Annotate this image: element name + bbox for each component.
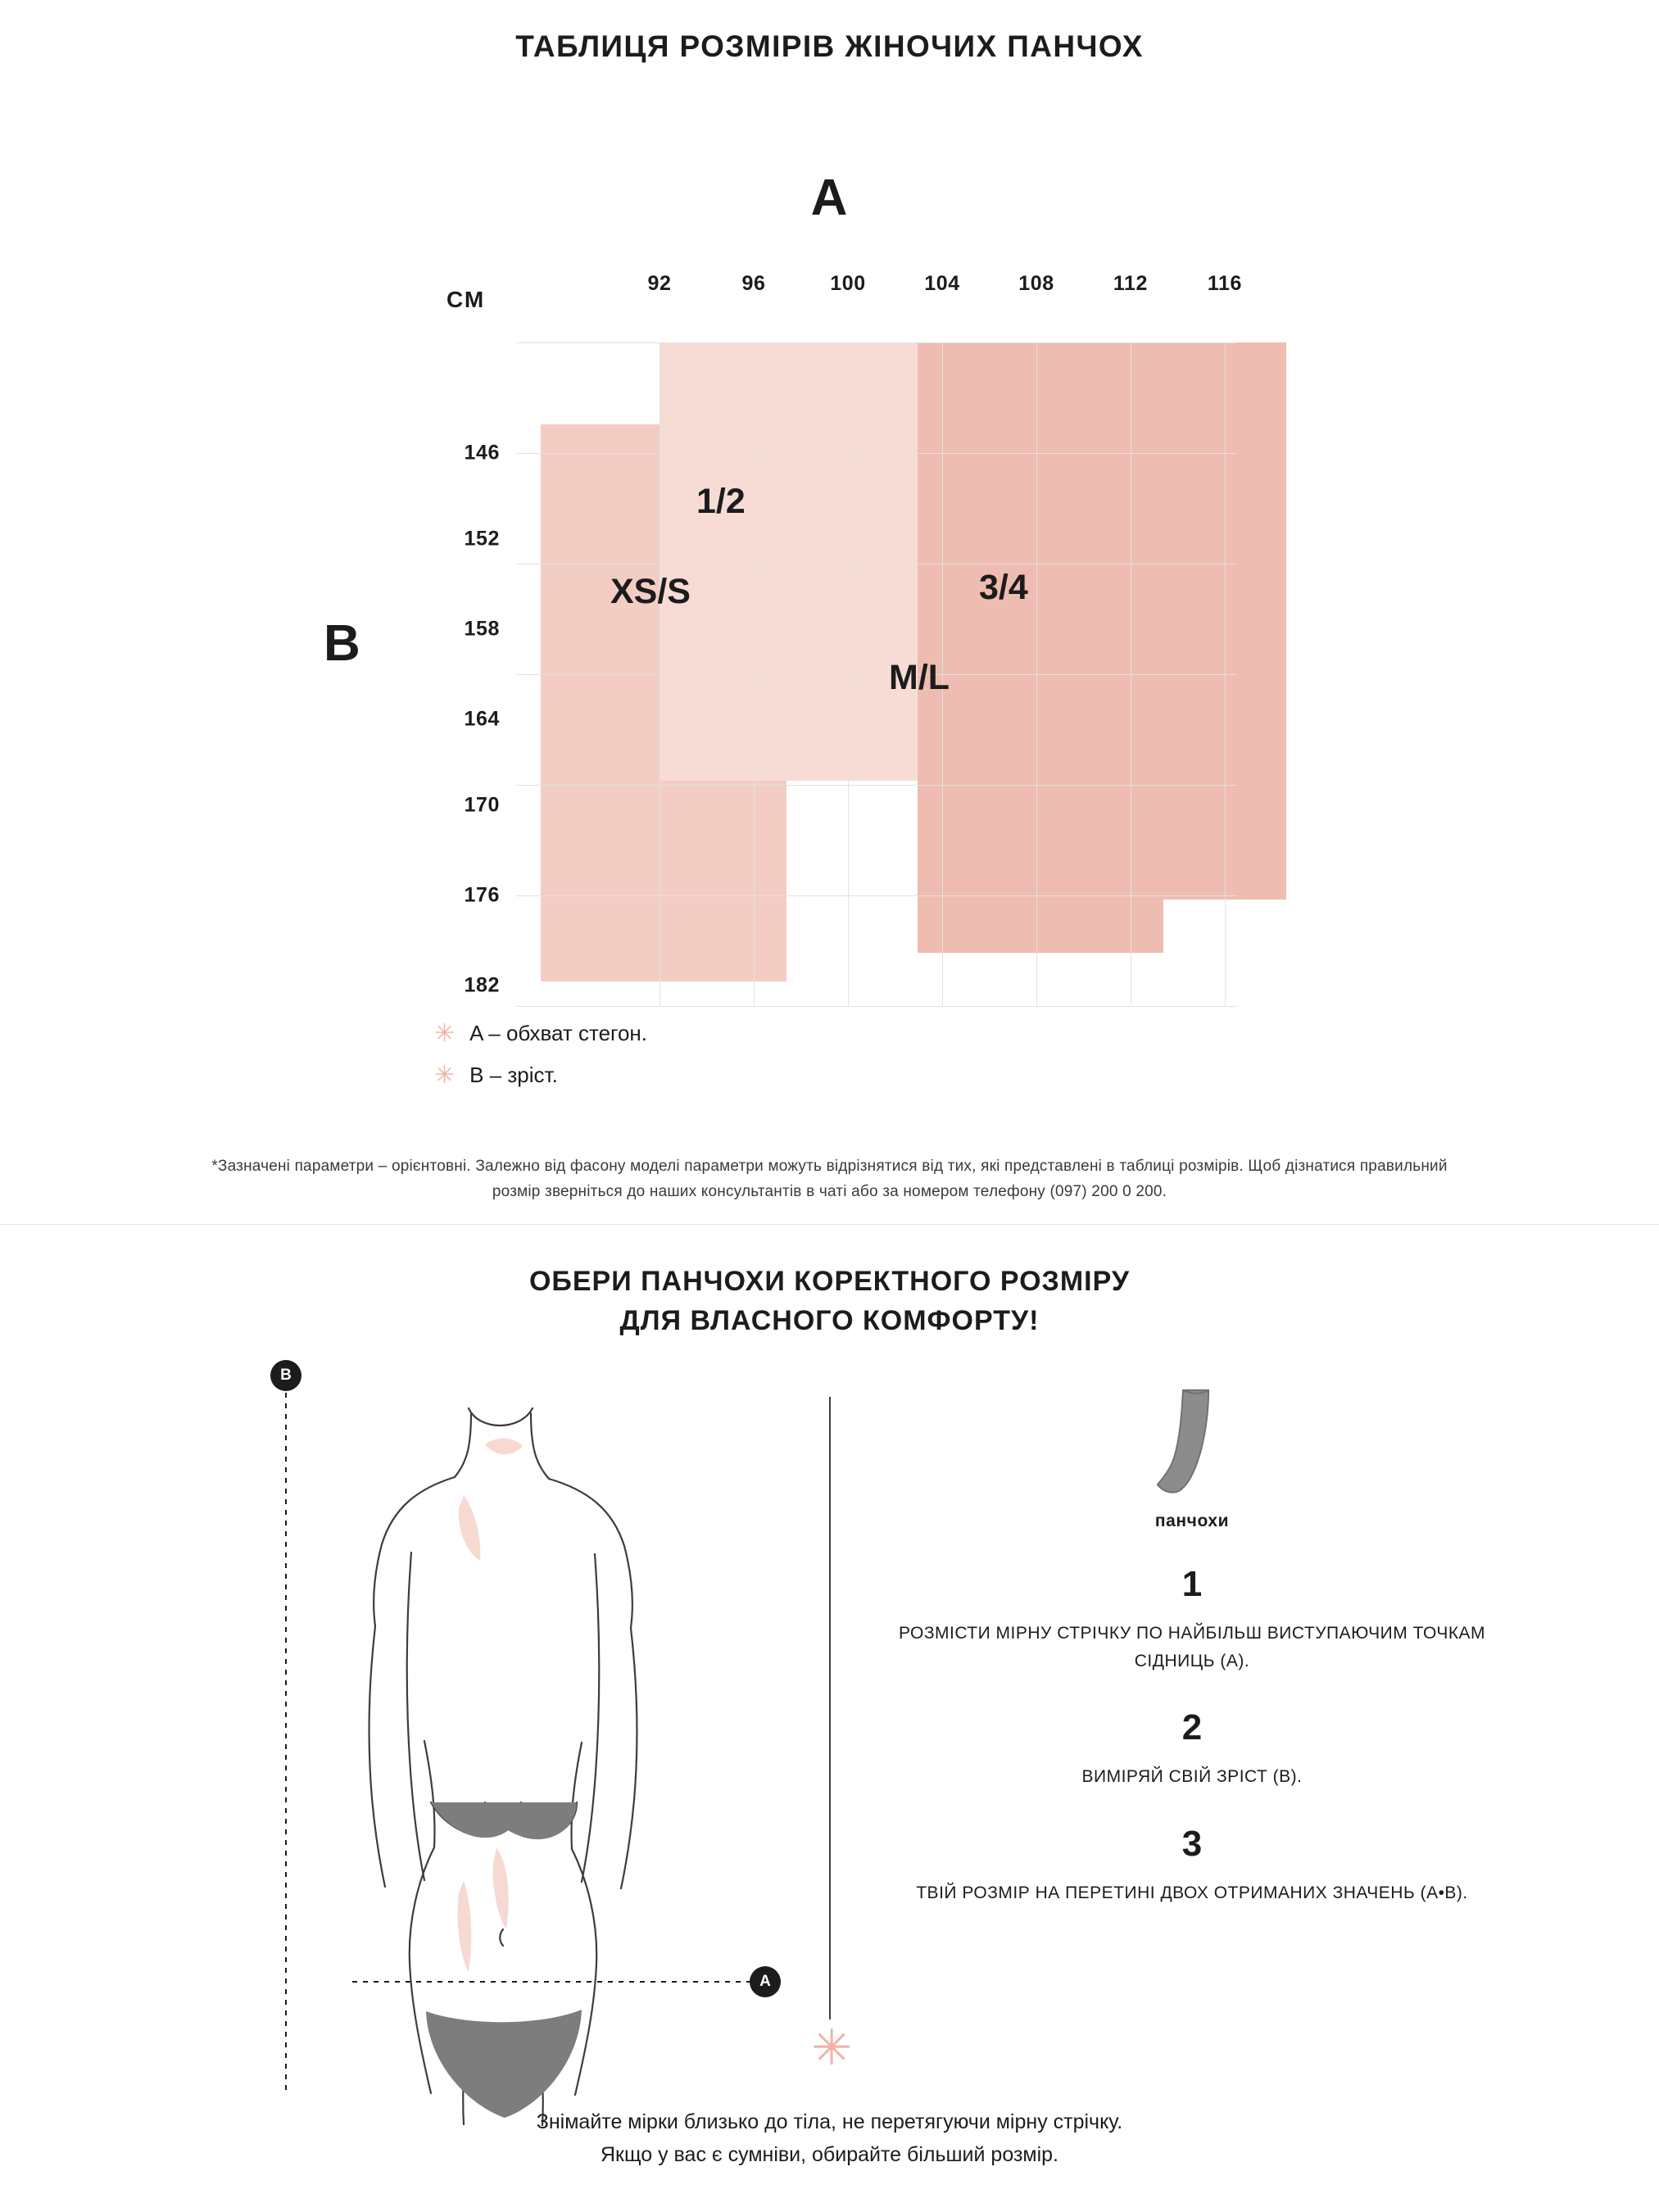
marker-b: B [270, 1360, 301, 1391]
female-body-illustration [270, 1356, 729, 2126]
unit-label-cm: CM [446, 287, 485, 312]
zone-label-1-2: 1/2 [696, 482, 746, 521]
x-tick-label: 92 [647, 272, 672, 295]
size-chart [0, 64, 1659, 1201]
vertical-separator [829, 1397, 831, 2019]
zone-m-l-region-ext [918, 842, 1163, 953]
x-tick-label: 104 [924, 272, 960, 295]
axis-label-b: B [324, 615, 360, 672]
footer-note-line2: Якщо у вас є сумніви, обирайте більший розмір. [600, 2143, 1058, 2166]
legend-item-b [434, 1063, 647, 1088]
section2-title-line1: ОБЕРИ ПАНЧОХИ КОРЕКТНОГО РОЗМІРУ [528, 1266, 1131, 1297]
stocking-icon [868, 1385, 1516, 1503]
y-tick-label: 176 [464, 883, 500, 907]
step-number-2: 2 [1181, 1707, 1203, 1748]
legend-item-a-label: A – обхват стегон. [469, 1021, 648, 1045]
axis-label-a: A [810, 170, 849, 226]
zone-m-l-region [918, 342, 1286, 842]
y-tick-label: 164 [464, 707, 500, 731]
chart-legend [434, 1021, 647, 1104]
legend-item-a [434, 1021, 647, 1046]
x-tick-label: 112 [1113, 272, 1149, 295]
gridline-vertical [1225, 342, 1226, 1006]
asterisk-icon: ✳ [434, 1061, 456, 1089]
y-tick-label: 158 [464, 617, 500, 641]
y-tick-label: 182 [464, 973, 500, 997]
gridline-horizontal [516, 895, 1237, 896]
step-text-3: ТВІЙ РОЗМІР НА ПЕРЕТИНІ ДВОХ ОТРИМАНИХ ЗНАЧЕНЬ (A•B). [916, 1883, 1468, 1902]
section-divider [0, 1224, 1659, 1225]
x-tick-label: 100 [830, 272, 866, 295]
legend-item-b-label: B – зріст. [469, 1063, 558, 1087]
step-text-2: ВИМІРЯЙ СВІЙ ЗРІСТ (B). [1081, 1767, 1303, 1787]
step-text-1: РОЗМІСТИ МІРНУ СТРІЧКУ ПО НАЙБІЛЬШ ВИСТУПАЮЧИМ ТОЧКАМ СІДНИЦЬ (A). [898, 1624, 1486, 1670]
zone-label-3-4: 3/4 [979, 568, 1028, 607]
section2-title-line2: ДЛЯ ВЛАСНОГО КОМФОРТУ! [619, 1305, 1040, 1337]
y-tick-label: 170 [464, 793, 500, 817]
gridline-vertical [1036, 342, 1037, 1006]
x-tick-label: 96 [741, 272, 766, 295]
marker-a: A [750, 1966, 781, 1997]
asterisk-icon-bottom: ✳ [811, 2020, 853, 2075]
footer-note-line1: Знімайте мірки близько до тіла, не перетягуючи мірну стрічку. [536, 2110, 1123, 2133]
gridline-horizontal [516, 785, 1237, 786]
footer-note [0, 2105, 1659, 2171]
measure-steps [868, 1385, 1516, 1906]
gridline-horizontal [516, 453, 1237, 454]
stocking-caption: панчохи [1154, 1512, 1230, 1530]
zone-label-m-l: M/L [889, 658, 950, 697]
page-title: ТАБЛИЦЯ РОЗМІРІВ ЖІНОЧИХ ПАНЧОХ [515, 29, 1144, 63]
step-number-1: 1 [1181, 1564, 1203, 1604]
asterisk-icon: ✳ [434, 1019, 456, 1047]
zone-label-xs-s: XS/S [610, 572, 691, 611]
gridline-vertical [754, 342, 755, 1006]
x-tick-label: 116 [1207, 272, 1243, 295]
gridline-vertical [848, 342, 849, 1006]
y-tick-label: 152 [464, 527, 500, 551]
section2-title [0, 1262, 1659, 1341]
x-tick-label: 108 [1018, 272, 1054, 295]
gridline-horizontal [516, 1006, 1237, 1007]
gridline-horizontal [516, 674, 1237, 675]
gridline-horizontal [516, 342, 1237, 343]
disclaimer-text: *Зазначені параметри – орієнтовні. Залежно від фасону моделі параметри можуть відрізнятися від тих, які представлені в таблиці розмірів. Щоб дізнатися правильний розмір зверніться до наших консультантів в чаті або за номером телефону (097) 200 0 200. [211, 1158, 1448, 1201]
zone-1-2-region [660, 342, 918, 781]
step-number-3: 3 [1181, 1823, 1203, 1864]
y-tick-label: 146 [464, 441, 500, 465]
